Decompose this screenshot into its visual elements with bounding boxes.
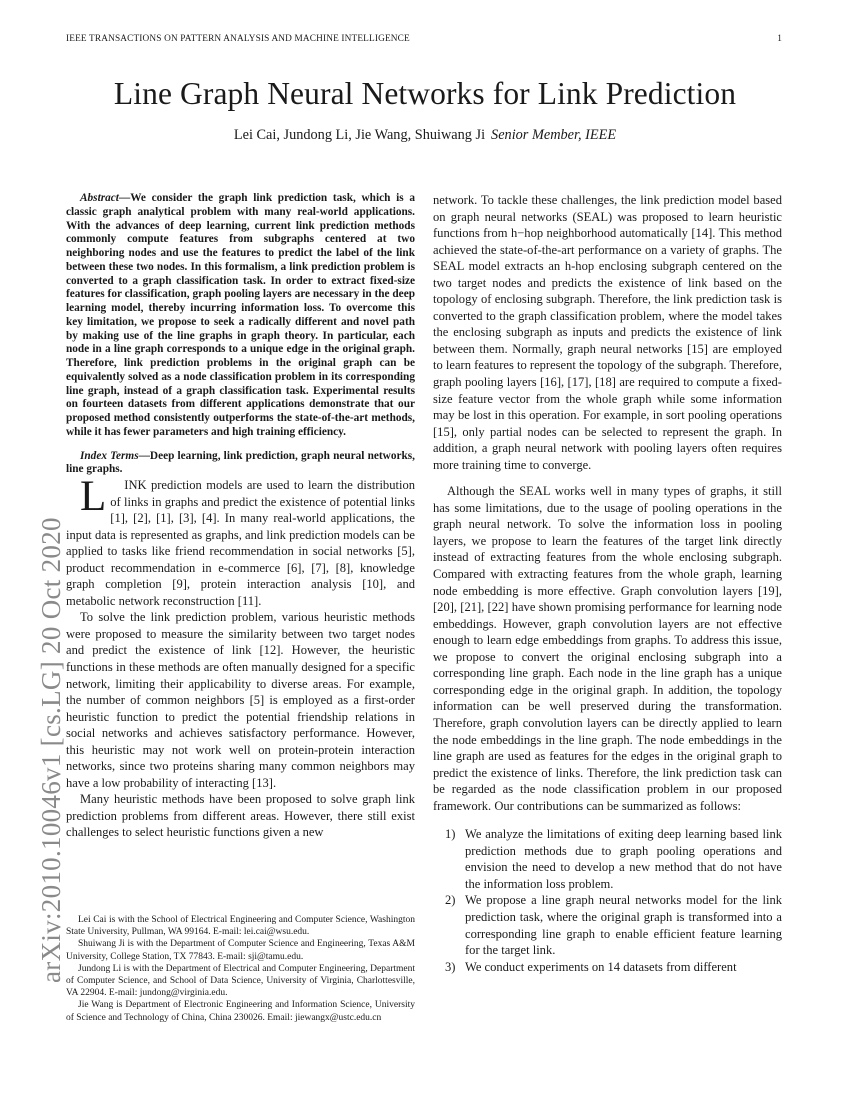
- index-terms-lead: Index Terms: [80, 449, 139, 462]
- index-terms: [66, 450, 415, 478]
- abstract: [66, 192, 415, 440]
- intro-paragraph-2: To solve the link prediction problem, various heuristic methods were proposed to measure the similarity between two target nodes and predict the existence of link [12]. However, the heuristic functions in these methods are often manually designed for a specific network, limiting their applicability to diverse areas. For example, the number of common neighbors [5] is employed as a first-order heuristic function to predict the potential friendship relations in social networks and achieves satisfactory performance. However, this heuristic may not work well on protein-protein interaction networks, since two proteins sharing many common neighbors may have a low probability of interacting [13].: [66, 610, 415, 790]
- list-text: We conduct experiments on 14 datasets from different: [465, 959, 737, 974]
- left-column: [66, 192, 415, 841]
- index-terms-text: —Deep learning, link prediction, graph neural networks, line graphs.: [66, 449, 415, 476]
- intro-paragraph-3-continued: network. To tackle these challenges, the link prediction model based on graph neural networks (SEAL) was proposed to learn heuristic functions from h−hop neighborhood automatically [14]. This method achieved the state-of-the-art performance on a variety of graphs. The SEAL model extracts an h-hop enclosing subgraph centered on the two target nodes and predicts the existence of link based on the topology of enclosing subgraph. Therefore, the link prediction task is converted to the graph classification problem, where the model takes the enclosing subgraph as inputs and predicts the existence of link between them. Normally, graph neural networks [15] are employed to learn features to represent the topology of the subgraph. Therefore, graph pooling layers [16], [17], [18] are required to compute a fixed-size feature vector from the whole graph while some information may be lost in this operation. For example, in sort pooling operations [15], only partial nodes can be selected to represent the graph. In addition, a graph neural network with pooling layers often requires more training time to converge.: [433, 193, 782, 472]
- author-names: Lei Cai, Jundong Li, Jie Wang, Shuiwang Ji: [233, 127, 486, 143]
- list-item: [433, 826, 782, 892]
- footnote-jundong-li: Jundong Li is with the Department of Electrical and Computer Engineering, Department of Computer Science, and School of Data Science, University of Virginia, Charlottesville, VA 22904. E-mail: jundong@virginia.edu.: [66, 963, 415, 999]
- footnote-shuiwang-ji: Shuiwang Ji is with the Department of Computer Science and Engineering, Texas A&M University, College Station, TX 77843. E-mail: sji@tamu.edu.: [66, 939, 415, 962]
- list-number: 3): [445, 959, 456, 974]
- footnote-jie-wang: Jie Wang is Department of Electronic Engineering and Information Science, University of Science and Technology of China, China 230026. Email: jiewangx@ustc.edu.cn: [66, 1000, 415, 1023]
- contributions-list: [433, 826, 782, 975]
- list-item: [433, 959, 782, 976]
- intro-paragraph-3: Many heuristic methods have been proposed to solve graph link prediction problems from different areas. However, there still exist challenges to select heuristic functions given a new: [66, 792, 415, 840]
- page-number: 1: [777, 34, 782, 44]
- abstract-lead: Abstract: [80, 192, 119, 204]
- intro-paragraph-1: [66, 473, 415, 609]
- footnotes: [66, 914, 415, 1024]
- author-role: Senior Member, IEEE: [491, 127, 617, 143]
- author-line: [0, 127, 850, 144]
- list-number: 1): [445, 827, 456, 842]
- running-head: [66, 34, 782, 44]
- list-text: We propose a line graph neural networks model for the link prediction task, where the original graph is transformed into a corresponding line graph to enable efficient feature learning for the target link.: [465, 893, 782, 958]
- intro-para1-text: prediction models are used to learn the distribution of links in graphs and predict the existence of potential links [1], [2], [1], [3], [4]. In many real-world applications, the input data is represented as graphs, and link prediction models can be applied to tasks like friend recommendation in social networks [5], product recommendation in e-commerce [6], [7], [8], knowledge graph completion [9], protein interaction analysis [10], and metabolic network reconstruction [11].: [66, 478, 415, 608]
- intro-smallcaps: INK: [124, 478, 147, 492]
- footnote-lei-cai: Lei Cai is with the School of Electrical Engineering and Computer Science, Washington State University, Pullman, WA 99164. E-mail: lei.cai@wsu.edu.: [66, 915, 415, 938]
- dropcap: L: [80, 473, 107, 520]
- list-item: [433, 892, 782, 958]
- list-text: We analyze the limitations of exiting deep learning based link prediction methods due to graph pooling operations and envision the need to develop a new method that do not have the information loss problem.: [465, 827, 782, 891]
- paper-title: Line Graph Neural Networks for Link Prediction: [113, 76, 737, 111]
- arxiv-stamp[interactable]: arXiv:2010.10046v1 [cs.LG] 20 Oct 2020: [36, 517, 66, 983]
- abstract-text: —We consider the graph link prediction task, which is a classic graph analytical problem with many real-world applications. With the advances of deep learning, current link prediction methods commonly compute features from subgraphs centered at two neighboring nodes and use the features to predict the label of the link between these two nodes. In this formalism, a link prediction problem is converted to a graph classification task. In order to extract fixed-size features for classification, graph pooling layers are necessary in the deep learning model, thereby incurring information loss. To overcome this key limitation, we propose to seek a radically different and novel path by making use of the line graphs in graph theory. In particular, each node in a line graph corresponds to a unique edge in the original graph. Therefore, link prediction problems in the original graph can be equivalently solved as a node classification problem in its corresponding line graph, instead of a graph classification task. Experimental results on fourteen datasets from different applications demonstrate that our proposed method consistently outperforms the state-of-the-art methods, while it has fewer parameters and high training efficiency.: [66, 192, 415, 438]
- journal-name: IEEE TRANSACTIONS ON PATTERN ANALYSIS AND MACHINE INTELLIGENCE: [66, 34, 410, 44]
- right-column: [433, 192, 782, 975]
- list-number: 2): [445, 893, 456, 908]
- intro-paragraph-4: Although the SEAL works well in many types of graphs, it still has some limitations, due to the usage of pooling operations in the graph neural network. To solve the information loss in pooling layers, we propose to learn the features of the target link directly instead of extracting features from the whole enclosing subgraph. Compared with extracting features from the whole graph, learning node embedding is more effective. Graph convolution layers [19], [20], [21], [22] have shown promising performance for learning node embeddings. However, graph convolution layers are not effective enough to learn edge embeddings from graphs. To address this issue, we propose to convert the original enclosing subgraph into a corresponding line graph. Each node in the line graph has a unique corresponding edge in the original graph. In addition, the topology information can be well preserved during the transformation. Therefore, graph convolution layers can be directly applied to learn the node embeddings in the line graph. The node embeddings in the line graph are used as features for the edges in the original graph to predict the existence of links. Therefore, the link prediction task can be regarded as the node classification problem in our proposed framework. Our contributions can be summarized as follows:: [433, 484, 782, 813]
